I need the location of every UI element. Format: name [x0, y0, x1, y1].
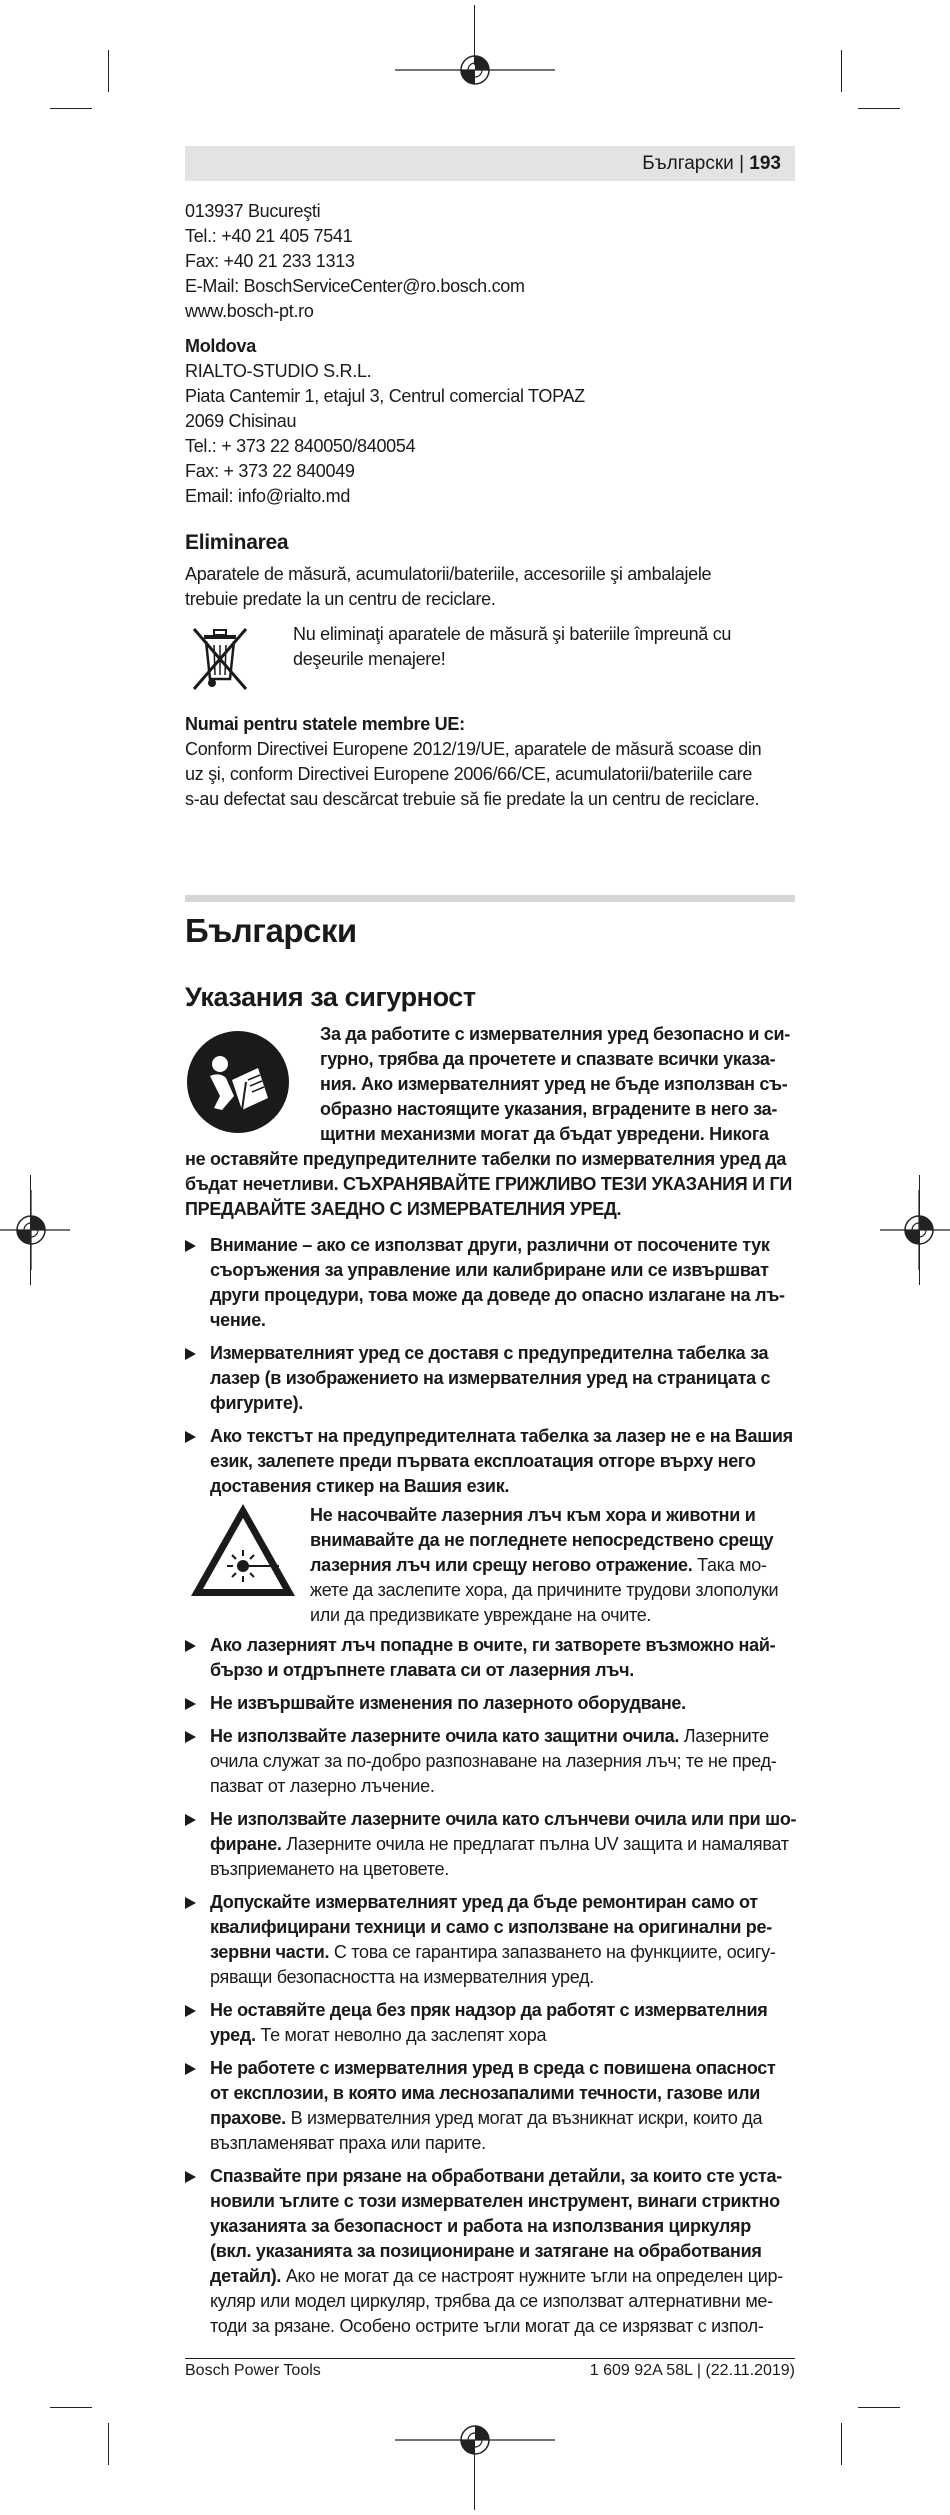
list-line: възприемането на цветовете.: [210, 1859, 449, 1879]
page-number: 193: [749, 153, 781, 174]
disposal-icon-text: [293, 622, 793, 672]
list-line: тоди за рязане. Особено острите ъгли могат да се изрязват с изпол-: [210, 2316, 764, 2336]
list-item: [185, 1890, 795, 1990]
crossed-bin-icon: [190, 623, 250, 695]
bold-run: фиране.: [210, 1834, 282, 1854]
header-text: Български | 193: [642, 153, 781, 174]
intro-text-full: [185, 1147, 795, 1222]
list-line: Ако текстът на предупредителната табелка за лазер не е на Вашия: [210, 1426, 793, 1446]
bold-run: прахове.: [210, 2108, 286, 2128]
list-line: бързо и отдръпнете главата си от лазерния лъч.: [210, 1660, 634, 1680]
website-line: www.bosch-pt.ro: [185, 301, 314, 321]
city-line: 2069 Chisinau: [185, 411, 297, 431]
header-language: Български: [642, 153, 734, 174]
eu-text: uz şi, conform Directivei Europene 2006/66/CE, acumulatorii/bateriile care: [185, 764, 753, 784]
section-title: Указания за сигурност: [185, 982, 476, 1012]
list-item: [185, 2056, 795, 2156]
list-line: чение.: [210, 1310, 266, 1330]
footer-left: Bosch Power Tools: [185, 2362, 321, 2379]
email-line: Email: info@rialto.md: [185, 486, 351, 506]
list-item: [185, 2164, 795, 2339]
list-item: [185, 1998, 795, 2048]
laser-line: внимавайте да не погледнете непосредствено срещу: [310, 1530, 774, 1550]
intro-line: гурно, трябва да прочетете и спазвате всички указа-: [320, 1049, 776, 1069]
company-line: RIALTO-STUDIO S.R.L.: [185, 361, 372, 381]
registration-mark-icon: [0, 1190, 70, 1270]
laser-line: [310, 1553, 795, 1578]
disposal-warning: Nu eliminaţi aparatele de măsură şi bateriile împreună cu: [293, 624, 732, 644]
list-line: Не използвайте лазерните очила като слънчеви очила или при шо-: [210, 1809, 797, 1829]
normal-run: Те могат неволно да заслепят хора: [255, 2025, 547, 2045]
intro-line: ПРЕДАВАЙТЕ ЗАЕДНО С ИЗМЕРВАТЕЛНИЯ УРЕД.: [185, 1199, 622, 1219]
eu-text: s-au defectat sau descărcat trebuie să fie predate la un centru de reciclare.: [185, 789, 760, 809]
list-item: [185, 1233, 795, 1333]
bold-run: детайл).: [210, 2266, 282, 2286]
list-line: указанията за безопасност и работа на използвания циркуляр: [210, 2216, 751, 2236]
list-line: Ако лазерният лъч попадне в очите, ги затворете възможно най-: [210, 1635, 776, 1655]
list-item: [185, 1424, 795, 1499]
list-line: куляр или модел циркуляр, трябва да се използват алтернативни ме-: [210, 2291, 773, 2311]
normal-run: Лазерните очила не предлагат пълна UV защита и намаляват: [281, 1834, 789, 1854]
normal-run: В измервателния уред могат да възникнат искри, които да: [285, 2108, 763, 2128]
crop-mark: [858, 2407, 900, 2408]
address-line: Piata Cantemir 1, etajul 3, Centrul comercial TOPAZ: [185, 386, 585, 406]
phone-line: Tel.: +40 21 405 7541: [185, 226, 353, 246]
intro-line: не оставяйте предупредителните табелки по измервателния уред да: [185, 1149, 787, 1169]
address-line: 013937 Bucureşti: [185, 201, 321, 221]
list-line: съоръжения за управление или калибриране или се извършват: [210, 1260, 769, 1280]
list-line: език, залепете преди първата експлоатация отгоре върху него: [210, 1451, 756, 1471]
contact-romania: [185, 199, 795, 324]
list-line: новили ъглите с този измервателен инструмент, винаги стриктно: [210, 2191, 780, 2211]
laser-warning-icon: [187, 1500, 299, 1600]
list-line: (вкл. указанията за позициониране и затягане на обработвания: [210, 2241, 762, 2261]
laser-warning-text: [310, 1503, 795, 1628]
warning-list-b: [185, 1633, 795, 2339]
laser-line: Не насочвайте лазерния лъч към хора и животни и: [310, 1505, 756, 1525]
list-line: [210, 1832, 795, 1857]
list-item: [185, 1724, 795, 1799]
language-title: Български: [185, 912, 357, 949]
section-divider: [185, 895, 795, 902]
intro-line: бъдат нечетливи. СЪХРАНЯВАЙТЕ ГРИЖЛИВО ТЕЗИ УКАЗАНИЯ И ГИ: [185, 1174, 793, 1194]
crop-mark: [50, 108, 92, 109]
disposal-title: Eliminarea: [185, 531, 289, 554]
list-line: пазват от лазерно лъчение.: [210, 1776, 435, 1796]
list-line: Не работете с измервателния уред в среда с повишена опасност: [210, 2058, 776, 2078]
moldova-title: Moldova: [185, 336, 256, 356]
laser-line: или да предизвикате увреждане на очите.: [310, 1605, 652, 1625]
crop-mark: [841, 50, 842, 92]
list-line: Спазвайте при рязане на обработвани детайли, за които сте уста-: [210, 2166, 782, 2186]
list-line: Измервателният уред се доставя с предупредителна табелка за: [210, 1343, 769, 1363]
intro-line: образно настоящите указания, вградените в него за-: [320, 1099, 778, 1119]
list-line: [210, 1724, 795, 1749]
laser-normal: Така мо-: [692, 1555, 767, 1575]
contact-moldova: [185, 334, 795, 509]
crop-mark: [108, 50, 109, 92]
laser-bold: лазерния лъч или срещу негово отражение.: [310, 1555, 693, 1575]
normal-run: С това се гарантира запазването на функциите, осигу-: [329, 1942, 776, 1962]
list-line: лазер (в изображението на измервателния уред на страницата с: [210, 1368, 771, 1388]
email-line: E-Mail: BoschServiceCenter@ro.bosch.com: [185, 276, 525, 296]
list-line: други процедури, това може да доведе до опасно излагане на лъ-: [210, 1285, 785, 1305]
intro-line: За да работите с измервателния уред безопасно и си-: [320, 1024, 790, 1044]
registration-mark-icon: [880, 1190, 950, 1270]
list-line: от експлозии, в която има леснозапалими течности, газове или: [210, 2083, 760, 2103]
disposal-text: Aparatele de măsură, acumulatorii/bateriile, accesoriile şi ambalajele: [185, 564, 712, 584]
footer-right: 1 609 92A 58L | (22.11.2019): [589, 2362, 795, 2379]
normal-run: Лазерните: [679, 1726, 769, 1746]
eu-section: [185, 712, 795, 812]
list-line: Допускайте измервателният уред да бъде ремонтиран само от: [210, 1892, 758, 1912]
list-line: фигурите).: [210, 1393, 303, 1413]
list-item: [185, 1691, 795, 1716]
list-line: Не извършвайте изменения по лазерното оборудване.: [210, 1693, 686, 1713]
bold-run: Не използвайте лазерните очила като защитни очила.: [210, 1726, 680, 1746]
registration-mark-icon: [395, 2400, 555, 2480]
list-line: доставения стикер на Вашия език.: [210, 1476, 510, 1496]
disposal-text: trebuie predate la un centru de reciclare.: [185, 589, 496, 609]
list-item: [185, 1633, 795, 1683]
eu-title: Numai pentru statele membre UE:: [185, 714, 465, 734]
laser-line: жете да заслепите хора, да причините трудови злополуки: [310, 1580, 779, 1600]
list-line: очила служат за по-добро разпознаване на лазерния лъч; те не пред-: [210, 1751, 777, 1771]
eu-text: Conform Directivei Europene 2012/19/UE, aparatele de măsură scoase din: [185, 739, 762, 759]
list-line: [210, 2023, 795, 2048]
intro-text: [320, 1022, 795, 1147]
phone-line: Tel.: + 373 22 840050/840054: [185, 436, 416, 456]
list-item: [185, 1807, 795, 1882]
list-line: Не оставяйте деца без пряк надзор да работят с измервателния: [210, 2000, 768, 2020]
list-line: възпламеняват праха или парите.: [210, 2133, 486, 2153]
list-line: [210, 2264, 795, 2289]
bold-run: зервни части.: [210, 1942, 330, 1962]
list-line: [210, 2106, 795, 2131]
read-manual-icon: [186, 1030, 290, 1134]
normal-run: Ако не могат да се настроят нужните ъгли на определен цир-: [281, 2266, 783, 2286]
bold-run: уред.: [210, 2025, 256, 2045]
disposal-warning: deşeurile menajere!: [293, 649, 446, 669]
intro-line: ния. Ако измервателният уред не бъде използван съ-: [320, 1074, 788, 1094]
intro-line: щитни механизми могат да бъдат увредени. Никога: [320, 1124, 769, 1144]
crop-mark: [841, 2423, 842, 2465]
list-line: Внимание – ако се използват други, различни от посочените тук: [210, 1235, 770, 1255]
registration-mark-icon: [395, 30, 555, 110]
crop-mark: [50, 2407, 92, 2408]
fax-line: Fax: +40 21 233 1313: [185, 251, 355, 271]
warning-list-a: [185, 1233, 795, 1499]
page-header: [185, 146, 795, 181]
list-item: [185, 1341, 795, 1416]
list-line: [210, 1940, 795, 1965]
disposal-section: [185, 530, 795, 612]
crop-mark: [108, 2423, 109, 2465]
list-line: ряващи безопасността на измервателния уред.: [210, 1967, 594, 1987]
fax-line: Fax: + 373 22 840049: [185, 461, 355, 481]
crop-mark: [858, 108, 900, 109]
list-line: квалифицирани техници и само с използване на оригинални ре-: [210, 1917, 772, 1937]
footer-rule: [185, 2358, 795, 2359]
